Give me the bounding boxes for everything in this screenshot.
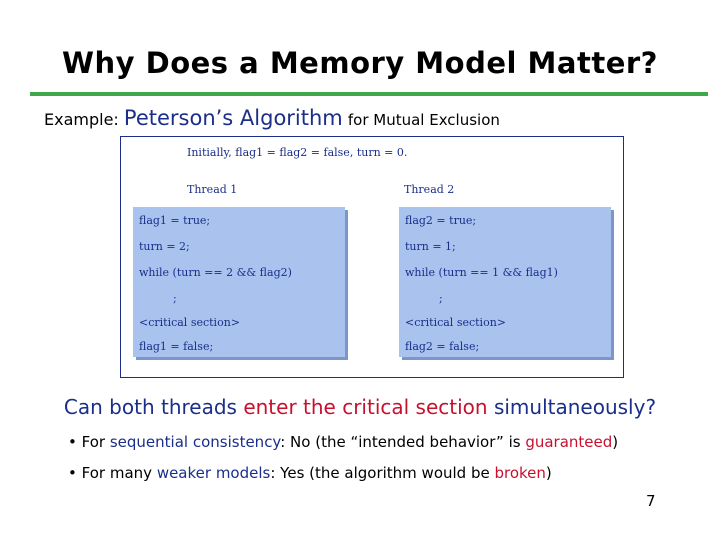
bullet-term: weaker models (156, 464, 271, 482)
code-line: <critical section> (139, 316, 241, 329)
bullet-pre: For many (81, 464, 157, 482)
bullet-marker: • (68, 464, 77, 482)
question-line (0, 395, 720, 419)
code-line: ; (439, 292, 443, 305)
thread2-code-box (399, 207, 611, 357)
bullet-emphasis: guaranteed (525, 433, 613, 451)
bullet-post: ) (545, 464, 552, 482)
thread2-header: Thread 2 (404, 183, 455, 196)
bullet-weaker-models (68, 464, 552, 482)
example-line (44, 106, 500, 130)
title-divider (30, 92, 708, 96)
code-line: flag1 = true; (139, 214, 211, 227)
code-line: <critical section> (405, 316, 507, 329)
initial-state: Initially, flag1 = flag2 = false, turn = 0. (187, 146, 408, 159)
code-line: flag1 = false; (139, 340, 214, 353)
code-line: while (turn == 2 && flag2) (139, 266, 292, 279)
code-line: flag2 = false; (405, 340, 480, 353)
code-line: while (turn == 1 && flag1) (405, 266, 558, 279)
thread1-header: Thread 1 (187, 183, 238, 196)
bullet-marker: • (68, 433, 77, 451)
bullet-emphasis: broken (494, 464, 546, 482)
bullet-mid: : No (the “intended behavior” is (280, 433, 526, 451)
bullet-sequential-consistency (68, 433, 618, 451)
question-highlight: enter the critical section (243, 395, 488, 419)
example-description: for Mutual Exclusion (347, 111, 500, 129)
thread1-code-box (133, 207, 345, 357)
bullet-post: ) (612, 433, 619, 451)
code-line: flag2 = true; (405, 214, 477, 227)
bullet-term: sequential consistency (109, 433, 281, 451)
code-line: ; (173, 292, 177, 305)
example-label: Example: (44, 110, 119, 129)
slide-title: Why Does a Memory Model Matter? (62, 46, 658, 80)
algorithm-name: Peterson’s Algorithm (123, 106, 343, 130)
question-pre: Can both threads (63, 395, 244, 419)
code-line: turn = 1; (405, 240, 456, 253)
question-post: simultaneously? (487, 395, 657, 419)
slide-number: 7 (646, 492, 656, 510)
code-panel (120, 136, 624, 378)
code-line: turn = 2; (139, 240, 190, 253)
bullet-pre: For (81, 433, 110, 451)
bullet-mid: : Yes (the algorithm would be (270, 464, 495, 482)
